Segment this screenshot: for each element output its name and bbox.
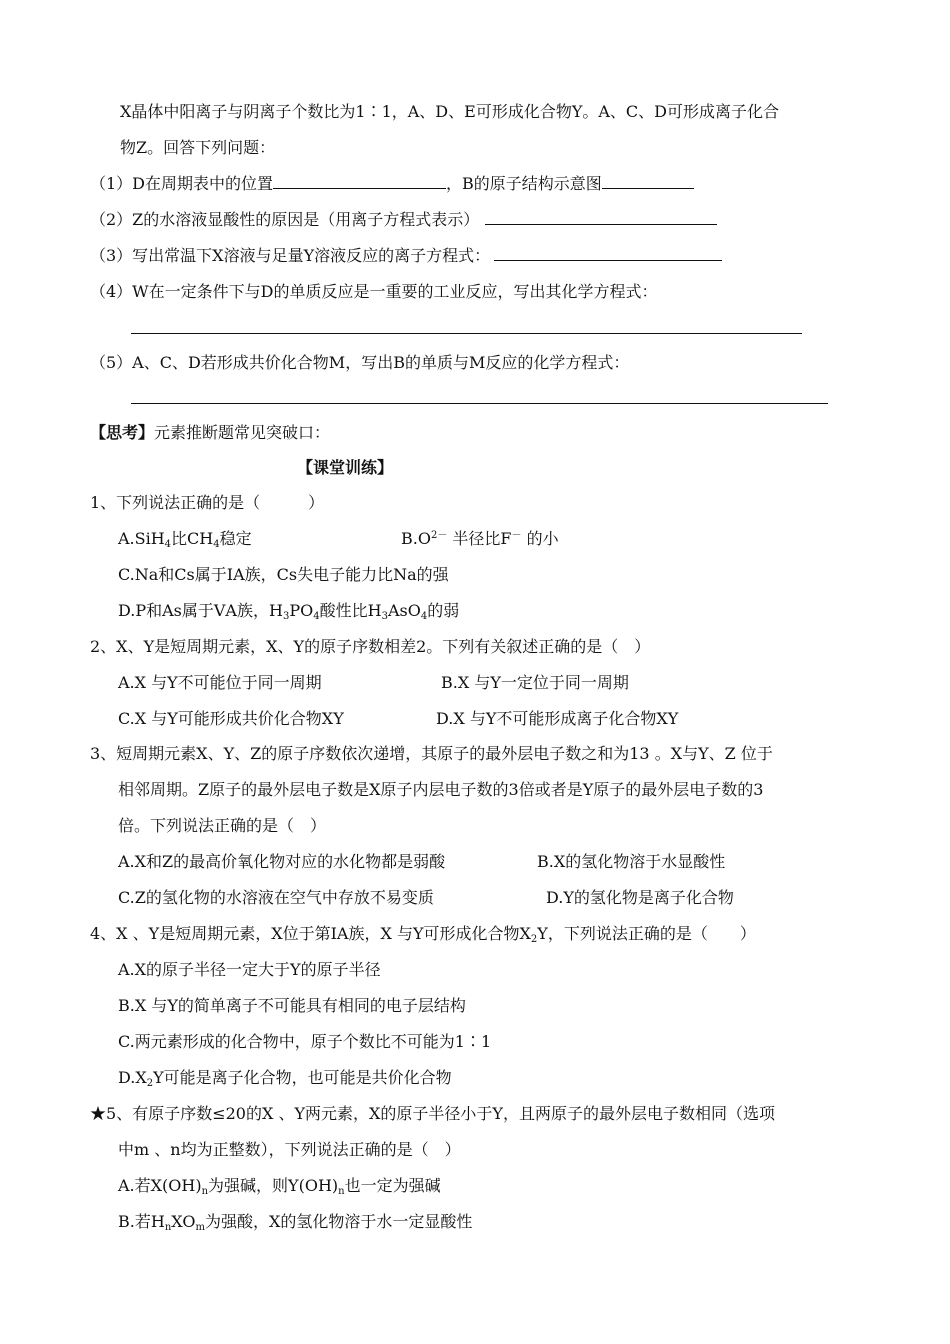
subquestion-2 <box>90 209 717 231</box>
think-label: 【思考】 <box>90 423 155 442</box>
problem-4-option-b: B.X 与Y的简单离子不可能具有相同的电子层结构 <box>118 996 466 1015</box>
section-title: 【课堂训练】 <box>297 458 394 477</box>
problem-5-stem-line-1: ★5、有原子序数≤20的X 、Y两元素，X的原子半径小于Y，且两原子的最外层电子数相同（选项 <box>90 1104 775 1123</box>
problem-1-option-a: A.SiH$_4$比$CH_4$稳定 <box>118 529 252 550</box>
problem-5-stem-line-2: 中m 、n均为正整数），下列说法正确的是（ ） <box>118 1140 461 1159</box>
problem-4-stem: 4、X 、Y是短周期元素，X位于第IA族，X 与Y可形成化合物$X_2Y$，下列说法正确的是（ ） <box>90 924 756 945</box>
problem-5-option-b: B.若$H_nXO_m$为强酸，X的氢化物溶于水一定显酸性 <box>118 1212 473 1233</box>
subquestion-1-text-b: ，B的原子结构示意图 <box>446 174 602 193</box>
subquestion-2-text: （2）Z的水溶液显酸性的原因是（用离子方程式表示） <box>90 210 480 229</box>
problem-3-stem-line-3: 倍。下列说法正确的是（ ） <box>118 816 327 835</box>
problem-3-option-d: D.Y的氢化物是离子化合物 <box>546 888 734 907</box>
problem-1-option-b: $B.O^{2-}$ 半径比F－ 的小 <box>401 529 559 548</box>
intro-line-2: 物Z。回答下列问题： <box>120 138 276 157</box>
subquestion-3 <box>90 245 722 267</box>
problem-2-option-b: B.X 与Y一定位于同一周期 <box>441 673 629 692</box>
problem-3-stem-line-1: 3、短周期元素X、Y、Z的原子序数依次递增，其原子的最外层电子数之和为13 。X与Y、Z 位于 <box>90 744 773 763</box>
subquestion-3-text: （3）写出常温下X溶液与足量Y溶液反应的离子方程式： <box>90 246 491 265</box>
problem-2-stem: 2、X、Y是短周期元素，X、Y的原子序数相差2。下列有关叙述正确的是（ ） <box>90 637 651 656</box>
problem-1-option-c: C.Na和Cs属于ⅠA族，Cs失电子能力比Na的强 <box>118 565 449 584</box>
problem-4-option-d: $D.X_2Y$可能是离子化合物，也可能是共价化合物 <box>118 1068 452 1089</box>
problem-4-option-a: A.X的原子半径一定大于Y的原子半径 <box>118 960 381 979</box>
problem-5-option-a: A.若$X(OH)_n$为强碱，则$Y(OH)_n$也一定为强碱 <box>118 1176 441 1197</box>
subquestion-1-text-a: （1）D在周期表中的位置 <box>90 174 274 193</box>
answer-line-5[interactable] <box>131 403 828 404</box>
answer-blank-1b[interactable] <box>602 174 694 189</box>
subquestion-4: （4）W在一定条件下与D的单质反应是一重要的工业反应，写出其化学方程式： <box>90 282 658 301</box>
problem-1-option-d: D.P和As属于ⅤA族，$H_3PO_4$酸性比$H_3AsO_4$的弱 <box>118 601 460 622</box>
think-prompt <box>90 422 330 444</box>
intro-line-1: X晶体中阳离子与阴离子个数比为1∶1，A、D、E可形成化合物Y。A、C、D可形成离子化合 <box>120 102 780 121</box>
problem-3-stem-line-2: 相邻周期。Z原子的最外层电子数是X原子内层电子数的3倍或者是Y原子的最外层电子数的3 <box>118 780 764 799</box>
answer-blank-2[interactable] <box>485 210 717 225</box>
star-icon: ★ <box>90 1104 107 1123</box>
subquestion-1 <box>90 173 694 195</box>
problem-1-stem: 1、下列说法正确的是（ ） <box>90 493 325 512</box>
problem-3-option-a: A.X和Z的最高价氧化物对应的水化物都是弱酸 <box>118 852 446 871</box>
problem-2-option-a: A.X 与Y不可能位于同一周期 <box>118 673 322 692</box>
problem-3-option-c: C.Z的氢化物的水溶液在空气中存放不易变质 <box>118 888 434 907</box>
problem-2-option-d: D.X 与Y不可能形成离子化合物XY <box>436 709 679 728</box>
answer-line-4[interactable] <box>131 333 802 334</box>
problem-3-option-b: B.X的氢化物溶于水显酸性 <box>537 852 726 871</box>
answer-blank-1a[interactable] <box>273 174 446 189</box>
subquestion-5: （5）A、C、D若形成共价化合物M，写出B的单质与M反应的化学方程式： <box>90 353 630 372</box>
problem-2-option-c: C.X 与Y可能形成共价化合物XY <box>118 709 344 728</box>
think-text: 元素推断题常见突破口： <box>154 423 331 442</box>
problem-4-option-c: C.两元素形成的化合物中，原子个数比不可能为1∶1 <box>118 1032 492 1051</box>
answer-blank-3[interactable] <box>494 246 722 261</box>
